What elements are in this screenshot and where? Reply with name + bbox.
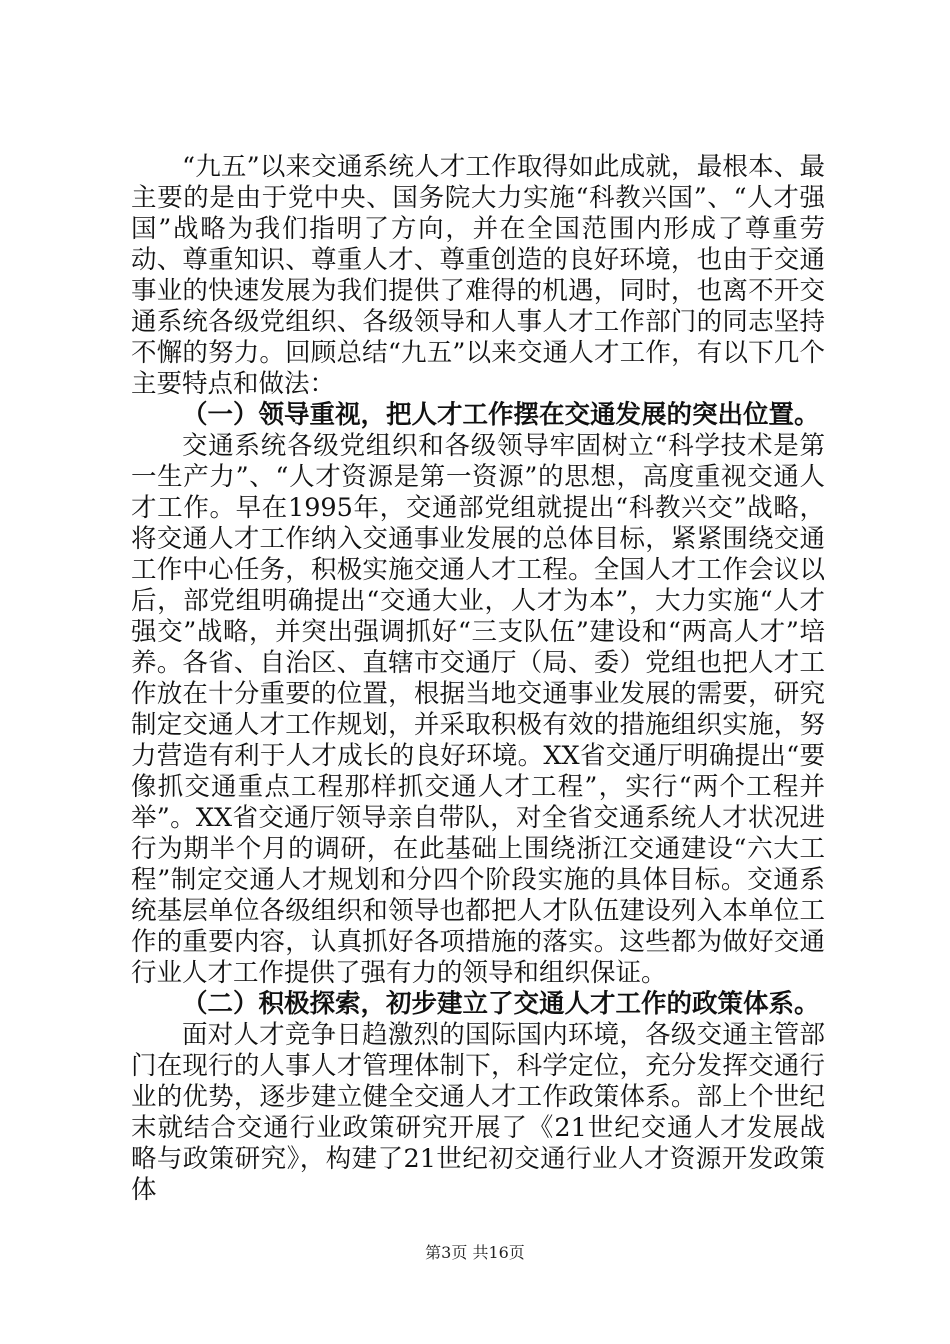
document-body bbox=[131, 152, 825, 1206]
section-heading-1: （一）领导重视，把人才工作摆在交通发展的突出位置。 bbox=[182, 400, 820, 430]
paragraph-intro: “九五”以来交通系统人才工作取得如此成就，最根本、最主要的是由于党中央、国务院大力实施“科教兴国”、“人才强国”战略为我们指明了方向，并在全国范围内形成了尊重劳动、尊重知识、尊重人才、尊重创造的良好环境，也由于交通事业的快速发展为我们提供了难得的机遇，同时，也离不开交通系统各级党组织、各级领导和人事人才工作部门的同志坚持不懈的努力。回顾总结“九五”以来交通人才工作，有以下几个主要特点和做法： bbox=[131, 152, 825, 399]
paragraph-section-1: 交通系统各级党组织和各级领导牢固树立“科学技术是第一生产力”、“人才资源是第一资源”的思想，高度重视交通人才工作。早在1995年，交通部党组就提出“科教兴交”战略，将交通人才工作纳入交通事业发展的总体目标，紧紧围绕交通工作中心任务，积极实施交通人才工程。全国人才工作会议以后，部党组明确提出“交通大业，人才为本”，大力实施“人才强交”战略，并突出强调抓好“三支队伍”建设和“两高人才”培养。各省、自治区、直辖市交通厅（局、委）党组也把人才工作放在十分重要的位置，根据当地交通事业发展的需要，研究制定交通人才工作规划，并采取积极有效的措施组织实施，努力营造有利于人才成长的良好环境。XX省交通厅明确提出“要像抓交通重点工程那样抓交通人才工程”，实行“两个工程并举”。XX省交通厅领导亲自带队，对全省交通系统人才状况进行为期半个月的调研，在此基础上围绕浙江交通建设“六大工程”制定交通人才规划和分四个阶段实施的具体目标。交通系统基层单位各级组织和领导也都把人才队伍建设列入本单位工作的重要内容，认真抓好各项措施的落实。这些都为做好交通行业人才工作提供了强有力的领导和组织保证。 bbox=[131, 431, 825, 988]
paragraph-section-2: 面对人才竞争日趋激烈的国际国内环境，各级交通主管部门在现行的人事人才管理体制下，科学定位，充分发挥交通行业的优势，逐步建立健全交通人才工作政策体系。部上个世纪末就结合交通行业政策研究开展了《21世纪交通人才发展战略与政策研究》，构建了21世纪初交通行业人才资源开发政策体 bbox=[131, 1020, 825, 1205]
section-heading-2: （二）积极探索，初步建立了交通人才工作的政策体系。 bbox=[182, 989, 820, 1019]
page-number-footer: 第3页 共16页 bbox=[425, 1243, 525, 1262]
